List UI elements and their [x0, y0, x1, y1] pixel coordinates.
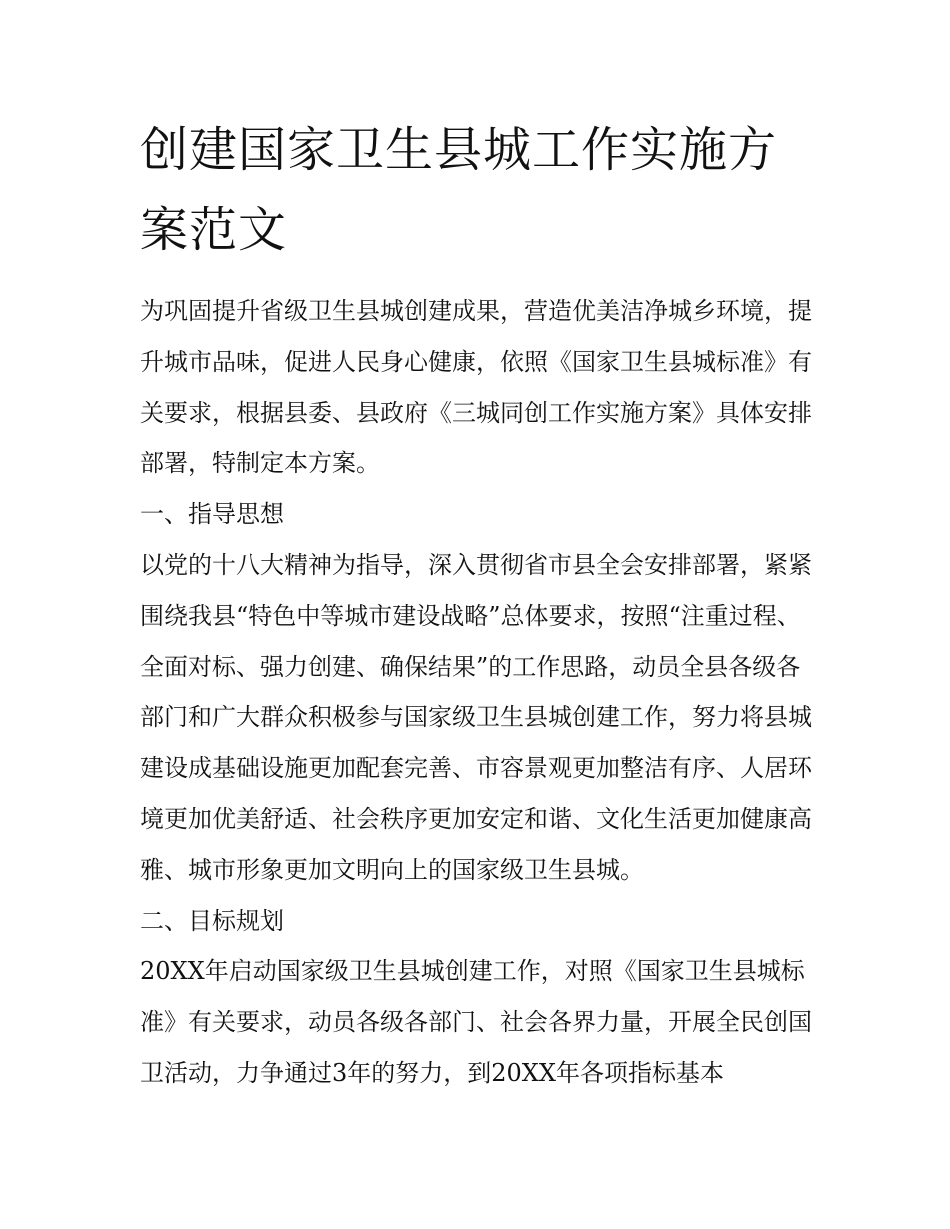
- intro-paragraph: 为巩固提升省级卫生县城创建成果，营造优美洁净城乡环境，提升城市品味，促进人民身心健康，依照《国家卫生县城标准》有关要求，根据县委、县政府《三城同创工作实施方案》具体安排部署，特制定本方案。: [140, 297, 812, 478]
- guiding-ideology-paragraph: 以党的十八大精神为指导，深入贯彻省市县全会安排部署，紧紧围绕我县“特色中等城市建设战略”总体要求，按照“注重过程、全面对标、强力创建、确保结果”的工作思路，动员全县各级各部门和广大群众积极参与国家级卫生县城创建工作，努力将县城建设成基础设施更加配套完善、市容景观更加整洁有序、人居环境更加优美舒适、社会秩序更加安定和谐、文化生活更加健康高雅、城市形象更加文明向上的国家级卫生县城。: [140, 550, 812, 884]
- target-plan-paragraph: 20XX年启动国家级卫生县城创建工作，对照《国家卫生县城标准》有关要求，动员各级各部门、社会各界力量，开展全民创国卫活动，力争通过3年的努力，到20XX年各项指标基本: [140, 957, 812, 1087]
- section-heading-target-plan: 二、目标规划: [140, 906, 284, 935]
- document-body: [140, 110, 820, 1099]
- document-title: 创建国家卫生县城工作实施方案范文: [140, 122, 778, 258]
- section-heading-guiding-ideology: 一、指导思想: [140, 500, 284, 529]
